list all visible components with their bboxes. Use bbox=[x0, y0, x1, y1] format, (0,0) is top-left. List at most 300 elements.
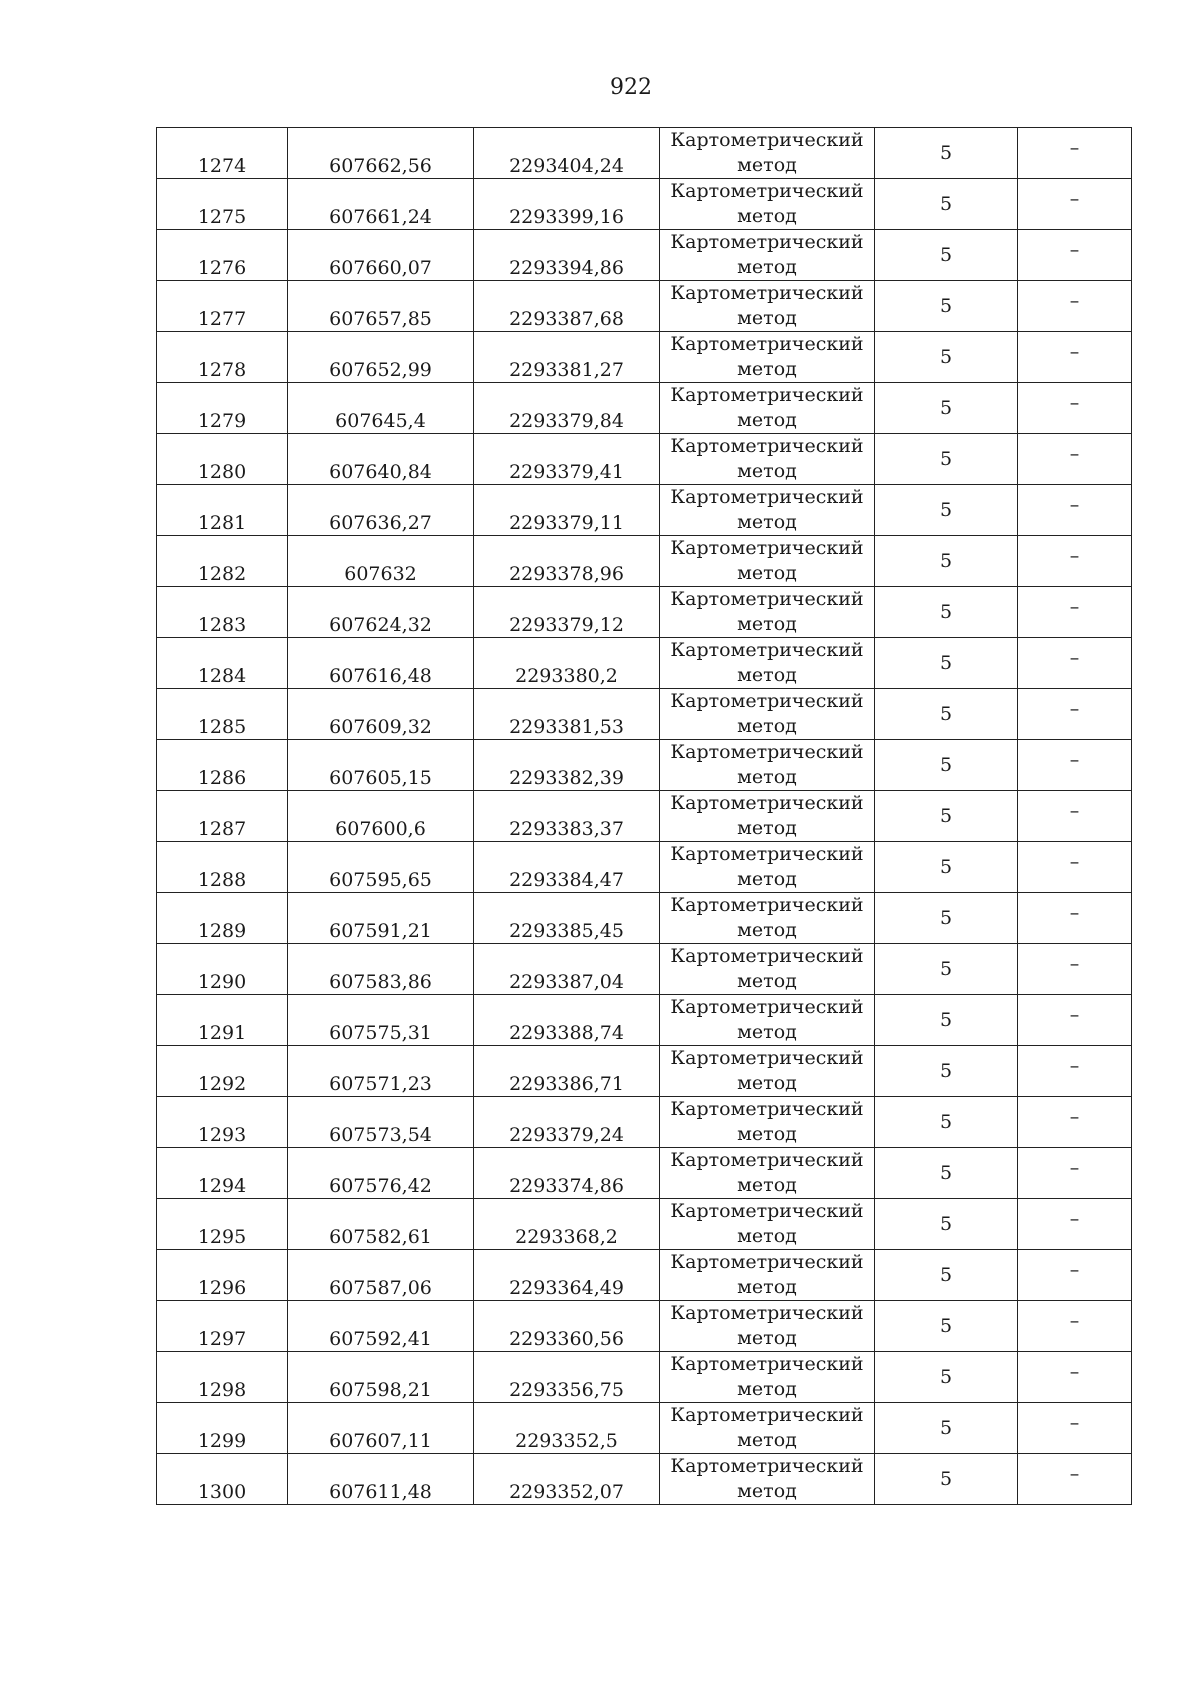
accuracy-cell bbox=[875, 1301, 1018, 1352]
point-number-text: 1279 bbox=[197, 410, 247, 432]
page-number: 922 bbox=[610, 75, 652, 100]
description-text: – bbox=[1069, 596, 1080, 618]
method-text: метод bbox=[737, 766, 797, 788]
description-text: – bbox=[1069, 953, 1080, 975]
accuracy-text: 5 bbox=[939, 1315, 953, 1337]
method-text: Картометрический bbox=[670, 1098, 864, 1120]
x-coordinate-text: 607657,85 bbox=[329, 308, 432, 330]
method-text: метод bbox=[737, 817, 797, 839]
table-row bbox=[157, 791, 1132, 842]
table-row bbox=[157, 1148, 1132, 1199]
method-text: метод bbox=[737, 970, 797, 992]
accuracy-text: 5 bbox=[939, 856, 953, 878]
y-coordinate-cell bbox=[474, 740, 660, 791]
x-coordinate-text: 607624,32 bbox=[329, 614, 432, 636]
y-coordinate-cell bbox=[474, 1301, 660, 1352]
accuracy-text: 5 bbox=[939, 448, 953, 470]
method-text: Картометрический bbox=[670, 639, 864, 661]
accuracy-text: 5 bbox=[939, 1264, 953, 1286]
point-number-text: 1286 bbox=[197, 767, 247, 789]
y-coordinate-text: 2293382,39 bbox=[509, 767, 624, 789]
x-coordinate-cell bbox=[288, 536, 474, 587]
y-coordinate-cell bbox=[474, 485, 660, 536]
x-coordinate-text: 607607,11 bbox=[329, 1430, 432, 1452]
table-row bbox=[157, 842, 1132, 893]
y-coordinate-cell bbox=[474, 1097, 660, 1148]
x-coordinate-cell bbox=[288, 128, 474, 179]
point-number-cell bbox=[157, 1403, 288, 1454]
point-number-cell bbox=[157, 536, 288, 587]
description-text: – bbox=[1069, 443, 1080, 465]
accuracy-cell bbox=[875, 1403, 1018, 1454]
accuracy-text: 5 bbox=[939, 1162, 953, 1184]
method-text: Картометрический bbox=[670, 996, 864, 1018]
accuracy-cell bbox=[875, 893, 1018, 944]
y-coordinate-text: 2293378,96 bbox=[509, 563, 624, 585]
y-coordinate-text: 2293394,86 bbox=[509, 257, 624, 279]
y-coordinate-text: 2293404,24 bbox=[509, 155, 624, 177]
point-number-cell bbox=[157, 842, 288, 893]
y-coordinate-text: 2293399,16 bbox=[509, 206, 624, 228]
method-cell bbox=[660, 434, 875, 485]
x-coordinate-cell bbox=[288, 281, 474, 332]
accuracy-text: 5 bbox=[939, 601, 953, 623]
method-text: метод bbox=[737, 1327, 797, 1349]
x-coordinate-text: 607605,15 bbox=[329, 767, 432, 789]
y-coordinate-text: 2293384,47 bbox=[509, 869, 624, 891]
table-row bbox=[157, 995, 1132, 1046]
x-coordinate-cell bbox=[288, 587, 474, 638]
method-text: Картометрический bbox=[670, 1404, 864, 1426]
accuracy-cell bbox=[875, 434, 1018, 485]
table-row bbox=[157, 944, 1132, 995]
description-cell bbox=[1018, 383, 1132, 434]
point-number-cell bbox=[157, 434, 288, 485]
description-text: – bbox=[1069, 1157, 1080, 1179]
y-coordinate-cell bbox=[474, 689, 660, 740]
method-text: Картометрический bbox=[670, 843, 864, 865]
accuracy-cell bbox=[875, 230, 1018, 281]
accuracy-text: 5 bbox=[939, 754, 953, 776]
description-text: – bbox=[1069, 494, 1080, 516]
point-number-cell bbox=[157, 1148, 288, 1199]
description-cell bbox=[1018, 1301, 1132, 1352]
x-coordinate-text: 607600,6 bbox=[335, 818, 426, 840]
y-coordinate-text: 2293368,2 bbox=[515, 1226, 618, 1248]
description-cell bbox=[1018, 281, 1132, 332]
description-cell bbox=[1018, 1199, 1132, 1250]
description-text: – bbox=[1069, 137, 1080, 159]
point-number-cell bbox=[157, 638, 288, 689]
method-text: метод bbox=[737, 1123, 797, 1145]
x-coordinate-cell bbox=[288, 485, 474, 536]
point-number-cell bbox=[157, 1097, 288, 1148]
accuracy-cell bbox=[875, 1454, 1018, 1505]
y-coordinate-cell bbox=[474, 332, 660, 383]
x-coordinate-text: 607645,4 bbox=[335, 410, 426, 432]
x-coordinate-cell bbox=[288, 944, 474, 995]
x-coordinate-text: 607661,24 bbox=[329, 206, 432, 228]
x-coordinate-text: 607592,41 bbox=[329, 1328, 432, 1350]
x-coordinate-text: 607571,23 bbox=[329, 1073, 432, 1095]
point-number-text: 1300 bbox=[197, 1481, 247, 1503]
method-text: Картометрический bbox=[670, 1353, 864, 1375]
description-cell bbox=[1018, 128, 1132, 179]
point-number-text: 1295 bbox=[197, 1226, 247, 1248]
description-text: – bbox=[1069, 902, 1080, 924]
y-coordinate-text: 2293379,41 bbox=[509, 461, 624, 483]
method-text: метод bbox=[737, 562, 797, 584]
method-text: Картометрический bbox=[670, 741, 864, 763]
description-cell bbox=[1018, 740, 1132, 791]
point-number-cell bbox=[157, 740, 288, 791]
x-coordinate-cell bbox=[288, 1301, 474, 1352]
x-coordinate-cell bbox=[288, 1046, 474, 1097]
method-text: Картометрический bbox=[670, 180, 864, 202]
accuracy-cell bbox=[875, 1148, 1018, 1199]
point-number-text: 1285 bbox=[197, 716, 247, 738]
y-coordinate-text: 2293387,68 bbox=[509, 308, 624, 330]
x-coordinate-text: 607636,27 bbox=[329, 512, 432, 534]
y-coordinate-text: 2293387,04 bbox=[509, 971, 624, 993]
point-number-text: 1289 bbox=[197, 920, 247, 942]
accuracy-cell bbox=[875, 536, 1018, 587]
x-coordinate-cell bbox=[288, 1097, 474, 1148]
x-coordinate-cell bbox=[288, 1250, 474, 1301]
point-number-cell bbox=[157, 791, 288, 842]
description-text: – bbox=[1069, 749, 1080, 771]
method-text: Картометрический bbox=[670, 1251, 864, 1273]
point-number-cell bbox=[157, 995, 288, 1046]
method-cell bbox=[660, 1097, 875, 1148]
accuracy-text: 5 bbox=[939, 652, 953, 674]
description-cell bbox=[1018, 638, 1132, 689]
description-cell bbox=[1018, 230, 1132, 281]
point-number-cell bbox=[157, 485, 288, 536]
y-coordinate-text: 2293356,75 bbox=[509, 1379, 624, 1401]
accuracy-text: 5 bbox=[939, 1213, 953, 1235]
accuracy-cell bbox=[875, 791, 1018, 842]
y-coordinate-cell bbox=[474, 1148, 660, 1199]
y-coordinate-text: 2293383,37 bbox=[509, 818, 624, 840]
point-number-cell bbox=[157, 944, 288, 995]
method-text: Картометрический bbox=[670, 945, 864, 967]
method-text: метод bbox=[737, 868, 797, 890]
y-coordinate-cell bbox=[474, 1250, 660, 1301]
y-coordinate-cell bbox=[474, 434, 660, 485]
x-coordinate-text: 607611,48 bbox=[329, 1481, 432, 1503]
description-cell bbox=[1018, 332, 1132, 383]
x-coordinate-cell bbox=[288, 1148, 474, 1199]
accuracy-text: 5 bbox=[939, 907, 953, 929]
accuracy-cell bbox=[875, 128, 1018, 179]
y-coordinate-cell bbox=[474, 383, 660, 434]
description-cell bbox=[1018, 587, 1132, 638]
point-number-cell bbox=[157, 1352, 288, 1403]
x-coordinate-cell bbox=[288, 230, 474, 281]
method-text: Картометрический bbox=[670, 333, 864, 355]
method-cell bbox=[660, 281, 875, 332]
y-coordinate-cell bbox=[474, 1352, 660, 1403]
method-text: Картометрический bbox=[670, 537, 864, 559]
description-text: – bbox=[1069, 545, 1080, 567]
point-number-text: 1277 bbox=[197, 308, 247, 330]
point-number-text: 1281 bbox=[197, 512, 247, 534]
accuracy-text: 5 bbox=[939, 1111, 953, 1133]
x-coordinate-cell bbox=[288, 1352, 474, 1403]
x-coordinate-cell bbox=[288, 740, 474, 791]
method-cell bbox=[660, 791, 875, 842]
accuracy-text: 5 bbox=[939, 244, 953, 266]
table-row bbox=[157, 1301, 1132, 1352]
y-coordinate-cell bbox=[474, 791, 660, 842]
accuracy-cell bbox=[875, 638, 1018, 689]
method-text: Картометрический bbox=[670, 1200, 864, 1222]
point-number-text: 1284 bbox=[197, 665, 247, 687]
accuracy-text: 5 bbox=[939, 1060, 953, 1082]
y-coordinate-text: 2293374,86 bbox=[509, 1175, 624, 1197]
method-text: Картометрический bbox=[670, 486, 864, 508]
y-coordinate-text: 2293379,12 bbox=[509, 614, 624, 636]
accuracy-text: 5 bbox=[939, 397, 953, 419]
description-text: – bbox=[1069, 851, 1080, 873]
accuracy-text: 5 bbox=[939, 499, 953, 521]
method-text: Картометрический bbox=[670, 384, 864, 406]
method-text: метод bbox=[737, 1429, 797, 1451]
point-number-text: 1296 bbox=[197, 1277, 247, 1299]
y-coordinate-cell bbox=[474, 1046, 660, 1097]
method-cell bbox=[660, 332, 875, 383]
accuracy-cell bbox=[875, 1250, 1018, 1301]
y-coordinate-cell bbox=[474, 230, 660, 281]
description-cell bbox=[1018, 1097, 1132, 1148]
table-row bbox=[157, 1046, 1132, 1097]
method-cell bbox=[660, 893, 875, 944]
y-coordinate-text: 2293381,53 bbox=[509, 716, 624, 738]
description-text: – bbox=[1069, 239, 1080, 261]
x-coordinate-text: 607595,65 bbox=[329, 869, 432, 891]
x-coordinate-cell bbox=[288, 1199, 474, 1250]
method-text: Картометрический bbox=[670, 129, 864, 151]
method-text: метод bbox=[737, 664, 797, 686]
accuracy-text: 5 bbox=[939, 1417, 953, 1439]
method-text: метод bbox=[737, 358, 797, 380]
point-number-text: 1292 bbox=[197, 1073, 247, 1095]
description-text: – bbox=[1069, 1463, 1080, 1485]
table-row bbox=[157, 1097, 1132, 1148]
description-cell bbox=[1018, 179, 1132, 230]
y-coordinate-text: 2293379,24 bbox=[509, 1124, 624, 1146]
method-text: Картометрический bbox=[670, 894, 864, 916]
method-cell bbox=[660, 383, 875, 434]
y-coordinate-cell bbox=[474, 842, 660, 893]
x-coordinate-text: 607587,06 bbox=[329, 1277, 432, 1299]
method-cell bbox=[660, 230, 875, 281]
description-cell bbox=[1018, 1403, 1132, 1454]
table-row bbox=[157, 485, 1132, 536]
accuracy-cell bbox=[875, 740, 1018, 791]
description-cell bbox=[1018, 995, 1132, 1046]
y-coordinate-cell bbox=[474, 179, 660, 230]
method-cell bbox=[660, 689, 875, 740]
description-cell bbox=[1018, 893, 1132, 944]
method-cell bbox=[660, 1148, 875, 1199]
method-text: Картометрический bbox=[670, 435, 864, 457]
y-coordinate-text: 2293352,5 bbox=[515, 1430, 618, 1452]
x-coordinate-text: 607662,56 bbox=[329, 155, 432, 177]
coordinates-table bbox=[156, 127, 1132, 1505]
method-cell bbox=[660, 638, 875, 689]
point-number-cell bbox=[157, 893, 288, 944]
y-coordinate-text: 2293379,84 bbox=[509, 410, 624, 432]
method-text: Картометрический bbox=[670, 282, 864, 304]
description-text: – bbox=[1069, 341, 1080, 363]
method-cell bbox=[660, 1301, 875, 1352]
x-coordinate-cell bbox=[288, 995, 474, 1046]
accuracy-text: 5 bbox=[939, 142, 953, 164]
x-coordinate-text: 607632 bbox=[344, 563, 417, 585]
accuracy-text: 5 bbox=[939, 1009, 953, 1031]
point-number-text: 1291 bbox=[197, 1022, 247, 1044]
method-text: Картометрический bbox=[670, 1302, 864, 1324]
x-coordinate-text: 607575,31 bbox=[329, 1022, 432, 1044]
method-cell bbox=[660, 842, 875, 893]
point-number-text: 1280 bbox=[197, 461, 247, 483]
accuracy-text: 5 bbox=[939, 805, 953, 827]
description-text: – bbox=[1069, 1004, 1080, 1026]
method-cell bbox=[660, 944, 875, 995]
table-row bbox=[157, 689, 1132, 740]
x-coordinate-text: 607583,86 bbox=[329, 971, 432, 993]
y-coordinate-cell bbox=[474, 893, 660, 944]
x-coordinate-cell bbox=[288, 842, 474, 893]
accuracy-cell bbox=[875, 332, 1018, 383]
x-coordinate-cell bbox=[288, 383, 474, 434]
method-text: метод bbox=[737, 256, 797, 278]
method-cell bbox=[660, 1352, 875, 1403]
point-number-text: 1293 bbox=[197, 1124, 247, 1146]
method-text: Картометрический bbox=[670, 792, 864, 814]
description-cell bbox=[1018, 689, 1132, 740]
table-row bbox=[157, 740, 1132, 791]
y-coordinate-cell bbox=[474, 944, 660, 995]
description-cell bbox=[1018, 842, 1132, 893]
accuracy-cell bbox=[875, 281, 1018, 332]
point-number-cell bbox=[157, 230, 288, 281]
method-cell bbox=[660, 1199, 875, 1250]
table-row bbox=[157, 1454, 1132, 1505]
x-coordinate-cell bbox=[288, 1454, 474, 1505]
method-cell bbox=[660, 1250, 875, 1301]
y-coordinate-text: 2293386,71 bbox=[509, 1073, 624, 1095]
y-coordinate-cell bbox=[474, 995, 660, 1046]
x-coordinate-cell bbox=[288, 434, 474, 485]
description-cell bbox=[1018, 434, 1132, 485]
x-coordinate-text: 607591,21 bbox=[329, 920, 432, 942]
y-coordinate-cell bbox=[474, 1454, 660, 1505]
point-number-cell bbox=[157, 281, 288, 332]
method-text: Картометрический bbox=[670, 588, 864, 610]
accuracy-text: 5 bbox=[939, 1468, 953, 1490]
method-text: метод bbox=[737, 154, 797, 176]
x-coordinate-cell bbox=[288, 893, 474, 944]
x-coordinate-cell bbox=[288, 791, 474, 842]
x-coordinate-text: 607598,21 bbox=[329, 1379, 432, 1401]
point-number-cell bbox=[157, 128, 288, 179]
accuracy-cell bbox=[875, 1046, 1018, 1097]
table-row bbox=[157, 893, 1132, 944]
method-text: метод bbox=[737, 613, 797, 635]
table-row bbox=[157, 536, 1132, 587]
point-number-text: 1283 bbox=[197, 614, 247, 636]
method-cell bbox=[660, 179, 875, 230]
y-coordinate-text: 2293385,45 bbox=[509, 920, 624, 942]
method-text: метод bbox=[737, 1072, 797, 1094]
method-cell bbox=[660, 1046, 875, 1097]
description-cell bbox=[1018, 1148, 1132, 1199]
point-number-text: 1297 bbox=[197, 1328, 247, 1350]
table-body bbox=[157, 128, 1132, 1505]
method-text: Картометрический bbox=[670, 1149, 864, 1171]
description-text: – bbox=[1069, 1259, 1080, 1281]
table-row bbox=[157, 179, 1132, 230]
description-text: – bbox=[1069, 392, 1080, 414]
table-row bbox=[157, 1352, 1132, 1403]
description-cell bbox=[1018, 791, 1132, 842]
y-coordinate-cell bbox=[474, 1403, 660, 1454]
x-coordinate-cell bbox=[288, 638, 474, 689]
method-cell bbox=[660, 1454, 875, 1505]
accuracy-cell bbox=[875, 689, 1018, 740]
y-coordinate-text: 2293379,11 bbox=[509, 512, 624, 534]
method-text: Картометрический bbox=[670, 231, 864, 253]
accuracy-text: 5 bbox=[939, 1366, 953, 1388]
accuracy-cell bbox=[875, 383, 1018, 434]
x-coordinate-text: 607582,61 bbox=[329, 1226, 432, 1248]
description-text: – bbox=[1069, 188, 1080, 210]
accuracy-cell bbox=[875, 842, 1018, 893]
x-coordinate-text: 607609,32 bbox=[329, 716, 432, 738]
x-coordinate-text: 607576,42 bbox=[329, 1175, 432, 1197]
accuracy-cell bbox=[875, 587, 1018, 638]
method-text: метод bbox=[737, 1021, 797, 1043]
point-number-cell bbox=[157, 179, 288, 230]
x-coordinate-cell bbox=[288, 689, 474, 740]
y-coordinate-cell bbox=[474, 281, 660, 332]
x-coordinate-text: 607652,99 bbox=[329, 359, 432, 381]
point-number-cell bbox=[157, 1250, 288, 1301]
point-number-text: 1275 bbox=[197, 206, 247, 228]
table-row bbox=[157, 587, 1132, 638]
method-cell bbox=[660, 536, 875, 587]
method-text: метод bbox=[737, 1225, 797, 1247]
method-cell bbox=[660, 1403, 875, 1454]
point-number-text: 1278 bbox=[197, 359, 247, 381]
accuracy-cell bbox=[875, 1352, 1018, 1403]
y-coordinate-cell bbox=[474, 536, 660, 587]
point-number-text: 1282 bbox=[197, 563, 247, 585]
description-cell bbox=[1018, 1454, 1132, 1505]
y-coordinate-cell bbox=[474, 638, 660, 689]
y-coordinate-text: 2293360,56 bbox=[509, 1328, 624, 1350]
method-text: метод bbox=[737, 1480, 797, 1502]
point-number-text: 1276 bbox=[197, 257, 247, 279]
method-text: Картометрический bbox=[670, 1047, 864, 1069]
method-text: метод bbox=[737, 460, 797, 482]
y-coordinate-text: 2293388,74 bbox=[509, 1022, 624, 1044]
x-coordinate-text: 607616,48 bbox=[329, 665, 432, 687]
description-cell bbox=[1018, 536, 1132, 587]
